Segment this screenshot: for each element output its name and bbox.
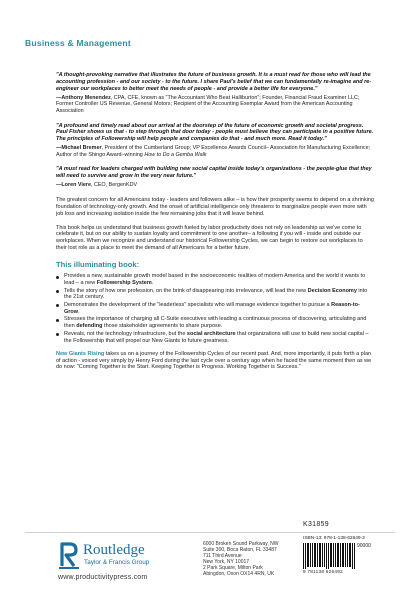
bullet-icon: [56, 304, 59, 307]
quote-author-credentials: , CEO, BergenKDV: [90, 182, 138, 189]
list-item-text: into the 21st century.: [64, 287, 368, 301]
bullet-icon: [56, 333, 59, 336]
address-line: Abingdon, Oxon OX14 4RN, UK: [203, 571, 275, 577]
bullet-icon: [56, 290, 59, 293]
list-item-emphasis: Decision Economy: [307, 287, 357, 294]
list-item-text: .: [78, 308, 80, 315]
list-item: [56, 316, 374, 330]
quote-author: [56, 182, 374, 189]
book-title-lead: New Giants Rising: [56, 350, 105, 357]
quote-author-book-title: How to Do a Gemba Walk: [144, 151, 207, 158]
barcode-number: 9 781138 626492: [303, 569, 343, 574]
quote-author-credentials: , CPA, CFE, known as "The Accountant Who Beat Halliburton"; Founder, Financial Fraud Examiner LLC; Former Controller US Revenue, General Motors; Recipient of the Accounting Exemplar Award from the American Accounting Association: [56, 94, 360, 114]
list-item-text: those stakeholder agreements to share purpose.: [102, 323, 223, 330]
quote-author-credentials: , President of the Cumberland Group; VP Excellence Awards Council– Association for Manufacturing Excellence; Author of the Shingo Award–winning: [56, 145, 371, 158]
quote-author-name: —Anthony Menendez: [56, 94, 111, 101]
product-code: K31859: [303, 521, 329, 528]
address-line: New York, NY 10017: [203, 559, 250, 565]
list-item: [56, 331, 374, 345]
address-line: 711 Third Avenue: [203, 553, 242, 559]
list-item-emphasis: Followership System: [96, 280, 152, 287]
routledge-logo-icon: [58, 540, 80, 570]
address-line: Suite 300, Boca Raton, FL 33487: [203, 547, 277, 553]
list-item: [56, 288, 374, 302]
endorsement-quote: [56, 72, 374, 115]
list-item-text: Provides a new, sustainable growth model based in the socioeconomic realities of modern America and the world it wants to lead – a new: [64, 273, 366, 287]
category-label: Business & Management: [25, 38, 131, 48]
bullet-icon: [56, 276, 59, 279]
list-item-text: Demonstrates the development of the "leaderless" specialists who will manage evidence together to pursue a: [64, 301, 332, 308]
bullet-icon: [56, 319, 59, 322]
section-heading: This illuminating book:: [56, 260, 140, 270]
publisher-subtitle: Taylor & Francis Group: [84, 559, 150, 566]
publisher-name: Routledge: [83, 542, 145, 558]
quote-text: "A must read for leaders charged with building new social capital inside today's organizations - the people-glue that they will need to survive and grow in the very near future.": [56, 166, 372, 180]
quote-author: [56, 145, 374, 158]
address-line: 2 Park Square, Milton Park: [203, 565, 263, 571]
list-item: [56, 273, 374, 287]
list-item-text: that organizations will use to build new social capital – the Followership that will propel our New Giants to future greatness.: [64, 330, 369, 344]
quote-author-name: —Loren Viere: [56, 182, 91, 189]
quote-text: "A thought-provoking narrative that illustrates the future of business growth. It is a must read for those who will lead the accounting profession - and our society - to the future. I share Paul's belief that we can fundamentally re-imagine and re-engineer our workplaces to better meet the needs of people - and provide a better life for everyone.": [56, 72, 372, 92]
closing-text: takes us on a journey of the Followership Cycles of our recent past. And, more importantly, it puts forth a plan of action - voiced very simply by Henry Ford during the last cycle over a century ago when he faced the same moment then as we do now: "Coming Together is the Start. Keeping Together is Progress. Working Together is Success.": [56, 350, 372, 371]
body-paragraph: The greatest concern for all Americans today - leaders and followers alike – is how their prosperity seems to depend on a shrinking foundation of technology-only growth. And the onset of artificial intelligence only threatens to marginalize people even more with job loss and increasing isolation inside the few remaining jobs that it will leave behind.: [56, 196, 374, 217]
publisher-url: www.productivitypress.com: [58, 574, 148, 581]
list-item-emphasis: Reason-to-Grow: [64, 301, 360, 315]
barcode: [303, 536, 379, 576]
list-item-text: Reveals, not the technology infrastructure, but the: [64, 330, 187, 337]
body-paragraph: This book helps us understand that business growth fueled by labor productivity does not rely on leadership as we've come to celebrate it, but on our ability to sustain loyalty and commitment to one another– a following if you will - inside and outside our workplaces. When we recognize and understand our historical Followership Cycles, we can begin to restore our workplaces to their lost role as a place to meet the demand of all Americans for a better future.: [56, 224, 363, 252]
price-code: 90000: [357, 543, 371, 549]
list-item-text: .: [151, 280, 154, 287]
list-item-text: Stresses the importance of charging all C-Suite executives with leading a continuous process of discovering, articulating and then: [64, 316, 367, 330]
list-item: [56, 302, 374, 316]
address-line: 6000 Broken Sound Parkway, NW: [203, 541, 279, 547]
list-item-text: Tells the story of how one profession, on the brink of disappearing into irrelevance, will lead the new: [64, 287, 308, 294]
isbn-label: ISBN-13: 978-1-138-62649-2: [303, 536, 365, 541]
feature-list: [56, 273, 374, 344]
endorsement-quote: [56, 166, 374, 188]
list-item-emphasis: defending: [76, 323, 103, 330]
endorsement-quote: [56, 123, 374, 159]
quote-author-name: —Michael Bremer: [56, 145, 102, 152]
quote-text: "A profound and timely read about our arrival at the doorstep of the future of economic growth and societal progress. Paul Fisher shows us that - to step through that door today - people must believe they can participate in a positive future. The principles of Followership will help people and companies do that - and much more. Read it today.": [56, 122, 374, 143]
back-cover-content: [56, 72, 374, 371]
divider: [25, 532, 395, 533]
list-item-emphasis: social architecture: [186, 330, 236, 337]
barcode-icon: [303, 543, 355, 569]
publisher-addresses: [203, 541, 301, 577]
closing-paragraph: [56, 351, 374, 372]
quote-author: [56, 95, 374, 115]
